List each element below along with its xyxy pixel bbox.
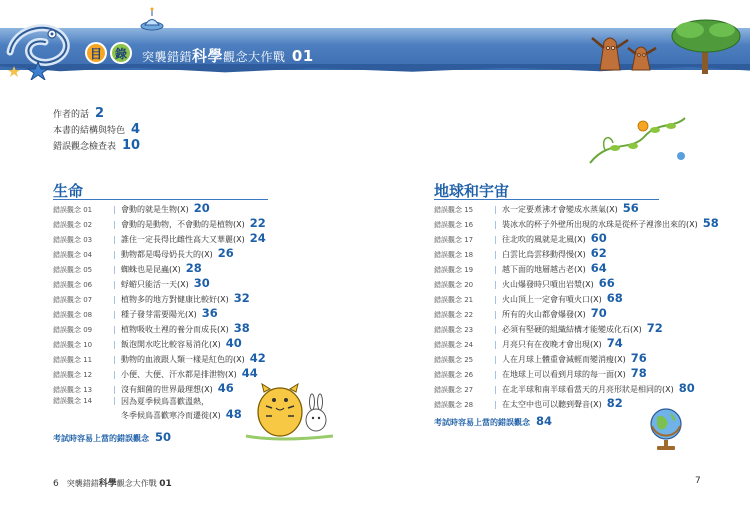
toc-item[interactable] — [53, 216, 266, 231]
series-strong: 科學 — [192, 47, 224, 65]
item-text: 動物的血液跟人類一樣是紅色的(X) — [121, 355, 245, 364]
item-text: 植物吸收土裡的養分而成長(X) — [121, 325, 229, 334]
item-label: 錯誤觀念 18 — [434, 251, 474, 259]
item-label: 錯誤觀念 01 — [53, 206, 93, 214]
item-label: 錯誤觀念 03 — [53, 236, 93, 244]
toc-item[interactable] — [434, 291, 719, 306]
item-text: 蜘蛛也是昆蟲(X) — [121, 265, 181, 274]
item-page: 38 — [233, 321, 250, 335]
item-text: 沒有細菌的世界最理想(X) — [121, 385, 213, 394]
header-banner — [0, 0, 750, 80]
item-text-multiline — [121, 396, 242, 421]
item-label: 錯誤觀念 21 — [434, 296, 474, 304]
item-page: 24 — [249, 231, 266, 245]
item-label: 錯誤觀念 09 — [53, 326, 93, 334]
item-label: 錯誤觀念 06 — [53, 281, 93, 289]
item-label: 錯誤觀念 11 — [53, 356, 93, 364]
globe-icon — [651, 409, 681, 450]
item-text: 種子發芽需要陽光(X) — [121, 310, 197, 319]
item-page: 58 — [702, 216, 719, 230]
item-separator: | — [494, 325, 497, 334]
rabbit-icon — [306, 394, 326, 431]
item-separator: | — [113, 340, 116, 349]
item-separator: | — [113, 325, 116, 334]
item-separator: | — [494, 235, 497, 244]
item-text: 火山爆發時只噴出岩漿(X) — [502, 280, 594, 289]
toc-item[interactable] — [53, 306, 266, 321]
vine-icon — [590, 118, 685, 163]
toc-item[interactable] — [434, 366, 719, 381]
item-separator: | — [113, 280, 116, 289]
tiger-rabbit-illustration — [238, 362, 338, 442]
item-separator: | — [113, 396, 116, 405]
toc-item[interactable] — [434, 201, 719, 216]
item-separator: | — [494, 385, 497, 394]
tree-creature-icon — [592, 38, 656, 70]
item-separator: | — [113, 295, 116, 304]
toc-item[interactable] — [434, 381, 719, 396]
toc-item[interactable] — [53, 246, 266, 261]
item-page: 36 — [201, 306, 218, 320]
earth-list — [434, 201, 719, 411]
globe-illustration — [648, 404, 686, 454]
item-label: 錯誤觀念 16 — [434, 221, 474, 229]
item-label: 錯誤觀念 10 — [53, 341, 93, 349]
item-separator: | — [113, 235, 116, 244]
toc-item[interactable] — [53, 321, 266, 336]
exam-label: 考試時容易上當的錯誤觀念 — [53, 434, 149, 443]
front-matter-item[interactable] — [53, 106, 140, 122]
toc-item[interactable] — [53, 291, 266, 306]
item-text: 人在月球上體重會減輕而變消瘦(X) — [502, 355, 626, 364]
item-label: 錯誤觀念 17 — [434, 236, 474, 244]
item-label: 錯誤觀念 26 — [434, 371, 474, 379]
item-text: 越下面的地層越古老(X) — [502, 265, 586, 274]
item-label: 錯誤觀念 12 — [53, 371, 93, 379]
footer-series-volume: 01 — [159, 479, 172, 489]
toc-item[interactable] — [53, 231, 266, 246]
item-page: 46 — [217, 381, 234, 395]
toc-item[interactable] — [434, 336, 719, 351]
item-text: 白雲比烏雲移動得慢(X) — [502, 250, 586, 259]
item-page: 68 — [606, 291, 623, 305]
front-matter-page: 2 — [95, 106, 105, 121]
item-page: 40 — [225, 336, 242, 350]
item-separator: | — [113, 370, 116, 379]
item-text: 在太空中也可以聽到聲音(X) — [502, 400, 602, 409]
toc-item[interactable] — [434, 216, 719, 231]
item-text-line-2 — [121, 407, 242, 421]
item-label: 錯誤觀念 14 — [53, 397, 93, 405]
series-prefix: 突襲錯錯 — [142, 50, 193, 64]
item-text: 飯泡開水吃比較容易消化(X) — [121, 340, 221, 349]
toc-item[interactable] — [434, 321, 719, 336]
item-text: 誰住一定長得比雌性高大又華麗(X) — [121, 235, 245, 244]
item-separator: | — [494, 220, 497, 229]
toc-item[interactable] — [53, 351, 266, 366]
exam-page: 50 — [155, 430, 172, 444]
swirl-creature-icon — [10, 28, 66, 63]
item-label: 錯誤觀念 20 — [434, 281, 474, 289]
section-divider — [53, 199, 268, 200]
section-title-earth: 地球和宇宙 — [434, 182, 510, 200]
front-matter-label: 錯誤觀念檢查表 — [53, 142, 117, 152]
grass-icon — [246, 436, 333, 439]
item-text: 裝冰水的杯子外壁所出現的水珠是從杯子裡滲出來的(X) — [502, 220, 698, 229]
item-page: 64 — [590, 261, 607, 275]
exam-traps-life[interactable] — [53, 430, 171, 444]
footer-left — [53, 476, 172, 489]
item-text: 在北半球和南半球看當天的月亮形狀是相同的(X) — [502, 385, 674, 394]
front-matter-item[interactable] — [53, 122, 140, 138]
item-page: 72 — [646, 321, 663, 335]
item-page: 82 — [606, 396, 623, 410]
item-page: 62 — [590, 246, 607, 260]
item-label: 錯誤觀念 15 — [434, 206, 474, 214]
item-label: 錯誤觀念 23 — [434, 326, 474, 334]
star-icon — [8, 66, 20, 77]
toc-item[interactable] — [53, 276, 266, 291]
front-matter-label: 作者的話 — [53, 110, 90, 120]
item-text: 會動的是動物，不會動的是植物(X) — [121, 220, 245, 229]
toc-item[interactable] — [53, 366, 266, 381]
footer-series-prefix: 突襲錯錯 — [66, 479, 99, 488]
exam-page: 84 — [536, 414, 553, 428]
item-separator: | — [494, 310, 497, 319]
item-page: 80 — [678, 381, 695, 395]
front-matter-item[interactable] — [53, 138, 140, 154]
item-page: 42 — [249, 351, 266, 365]
item-text: 必須有堅硬的組織結構才能變成化石(X) — [502, 325, 642, 334]
exam-traps-earth[interactable] — [434, 414, 552, 428]
page-number-left: 6 — [53, 479, 59, 489]
item-text: 水一定要煮沸才會變成水蒸氣(X) — [502, 205, 618, 214]
item-page: 22 — [249, 216, 266, 230]
page-number-right: 7 — [695, 476, 701, 486]
item-page: 26 — [217, 246, 234, 260]
item-page: 20 — [193, 201, 210, 215]
item-separator: | — [113, 265, 116, 274]
toc-item[interactable] — [53, 261, 266, 276]
item-separator: | — [494, 205, 497, 214]
front-matter-page: 4 — [131, 122, 141, 137]
item-label: 錯誤觀念 28 — [434, 401, 474, 409]
item-separator: | — [494, 265, 497, 274]
item-text: 所有的火山都會爆發(X) — [502, 310, 586, 319]
toc-item[interactable] — [434, 276, 719, 291]
item-label: 錯誤觀念 13 — [53, 386, 93, 394]
item-separator: | — [494, 250, 497, 259]
item-page: 76 — [630, 351, 647, 365]
item-label: 錯誤觀念 19 — [434, 266, 474, 274]
toc-item[interactable] — [434, 261, 719, 276]
tree-icon — [672, 20, 740, 74]
front-matter-list — [53, 106, 140, 154]
footer-series — [67, 476, 172, 489]
item-label: 錯誤觀念 05 — [53, 266, 93, 274]
item-text: 小便、大便、汗水都是排泄物(X) — [121, 370, 237, 379]
tiger-icon — [258, 384, 302, 436]
item-text: 月亮只有在夜晚才會出現(X) — [502, 340, 602, 349]
banner-illustration — [0, 0, 750, 80]
item-page: 66 — [598, 276, 615, 290]
item-label: 錯誤觀念 25 — [434, 356, 474, 364]
item-page: 56 — [622, 201, 639, 215]
item-separator: | — [113, 310, 116, 319]
series-title — [142, 45, 314, 66]
item-page: 30 — [193, 276, 210, 290]
item-label: 錯誤觀念 04 — [53, 251, 93, 259]
front-matter-page: 10 — [122, 138, 141, 153]
item-text: 會動的就是生物(X) — [121, 205, 189, 214]
front-matter-label: 本書的結構與特色 — [53, 126, 126, 136]
item-label: 錯誤觀念 07 — [53, 296, 93, 304]
item-separator: | — [113, 355, 116, 364]
item-text: 蜉蝣只能活一天(X) — [121, 280, 189, 289]
item-separator: | — [113, 205, 116, 214]
item-text: 火山頂上一定會有噴火口(X) — [502, 295, 602, 304]
item-text: 動物都是喝母奶長大的(X) — [121, 250, 213, 259]
item-separator: | — [494, 355, 497, 364]
toc-item[interactable] — [53, 201, 266, 216]
item-label: 錯誤觀念 24 — [434, 341, 474, 349]
item-text: 在地球上可以看到月球的每一面(X) — [502, 370, 626, 379]
item-separator: | — [113, 250, 116, 259]
exam-label: 考試時容易上當的錯誤觀念 — [434, 418, 530, 427]
item-label: 錯誤觀念 08 — [53, 311, 93, 319]
item-page: 32 — [233, 291, 250, 305]
toc-item[interactable] — [434, 306, 719, 321]
toc-item[interactable] — [434, 246, 719, 261]
item-text: 冬季候鳥喜歡寒冷而遷徙(X) — [121, 411, 221, 420]
item-page: 78 — [630, 366, 647, 380]
item-page: 48 — [225, 407, 242, 421]
toc-item[interactable] — [53, 336, 266, 351]
item-separator: | — [113, 385, 116, 394]
item-separator: | — [494, 370, 497, 379]
toc-item[interactable] — [434, 351, 719, 366]
item-separator: | — [494, 295, 497, 304]
item-page: 60 — [590, 231, 607, 245]
footer-series-strong: 科學 — [98, 479, 117, 489]
item-text: 往北吹的風就是北風(X) — [502, 235, 586, 244]
toc-item[interactable] — [434, 231, 719, 246]
toc-item[interactable] — [53, 396, 266, 424]
series-volume: 01 — [291, 47, 314, 65]
item-label: 錯誤觀念 22 — [434, 311, 474, 319]
item-separator: | — [494, 340, 497, 349]
series-suffix: 觀念大作戰 — [223, 50, 286, 64]
item-label: 錯誤觀念 02 — [53, 221, 93, 229]
life-list — [53, 201, 266, 424]
ufo-icon — [141, 8, 163, 31]
vine-illustration — [585, 108, 695, 170]
footer-series-suffix: 觀念大作戰 — [116, 479, 157, 488]
item-text: 植物多的地方對健康比較好(X) — [121, 295, 229, 304]
section-title-life: 生命 — [53, 182, 84, 200]
item-text: 因為夏季候鳥喜歡溫熱， — [121, 397, 209, 406]
toc-badge-1: 目 — [85, 42, 107, 64]
item-page: 70 — [590, 306, 607, 320]
section-divider — [434, 199, 659, 200]
item-separator: | — [494, 400, 497, 409]
item-page: 74 — [606, 336, 623, 350]
item-separator: | — [494, 280, 497, 289]
toc-item[interactable] — [53, 381, 266, 396]
toc-badge-2: 錄 — [110, 42, 132, 64]
item-page: 28 — [185, 261, 202, 275]
item-page: 44 — [241, 366, 258, 380]
item-separator: | — [113, 220, 116, 229]
item-label: 錯誤觀念 27 — [434, 386, 474, 394]
